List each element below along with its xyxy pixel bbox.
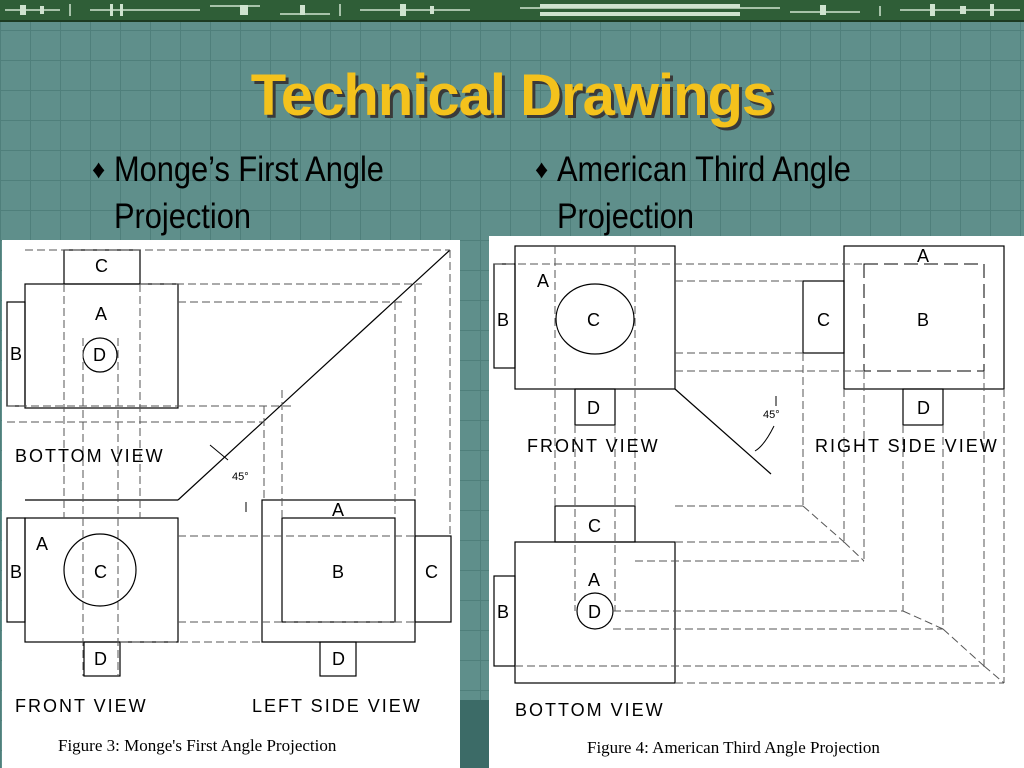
third-angle-drawing [489,236,1024,768]
label-b-front: B [10,562,23,582]
label-c-front: C [587,310,600,330]
bullet-line-1: Monge’s First Angle [114,150,384,189]
label-angle: 45° [232,471,249,483]
label-angle: 45° [763,409,780,421]
label-d-bottom: D [588,602,601,622]
label-c-side: C [817,310,830,330]
label-b-side: B [917,310,930,330]
circuit-board-banner [0,0,1024,22]
label-a-front: A [537,271,550,291]
bullet-line-1: American Third Angle [557,150,851,189]
label-a-front: A [36,534,49,554]
label-a-bottom: A [588,570,601,590]
label-left-side-view: LEFT SIDE VIEW [252,696,422,716]
label-b-side: B [332,562,345,582]
label-d-side: D [332,649,345,669]
bullet-third-angle [535,146,891,240]
diamond-bullet-icon: ♦ [535,154,549,184]
figure-4-caption: Figure 4: American Third Angle Projection [587,738,880,757]
label-c-side: C [425,562,438,582]
label-a-side: A [332,500,345,520]
first-angle-drawing [2,240,460,768]
label-b-bottom: B [497,602,510,622]
slide-title: Technical Drawings [250,63,774,128]
label-c-top: C [95,256,108,276]
label-d-front: D [94,649,107,669]
label-d-top: D [93,345,106,365]
label-a-side: A [917,246,930,266]
label-d-side: D [917,398,930,418]
label-b-front: B [497,310,510,330]
label-right-side-view: RIGHT SIDE VIEW [815,436,999,456]
label-b-top: B [10,344,23,364]
label-front-view: FRONT VIEW [527,436,660,456]
label-bottom-view: BOTTOM VIEW [515,700,665,720]
diamond-bullet-icon: ♦ [92,154,106,184]
bullet-first-angle [92,146,421,240]
label-bottom-view: BOTTOM VIEW [15,446,165,466]
label-c-bottom: C [588,516,601,536]
figure-3-caption: Figure 3: Monge's First Angle Projection [58,736,337,755]
label-a-top: A [95,304,108,324]
background-stripe [460,700,489,768]
bullet-line-2: Projection [114,197,251,236]
label-front-view: FRONT VIEW [15,696,148,716]
figure-first-angle-projection [2,240,460,768]
figure-third-angle-projection [489,236,1024,768]
bullet-line-2: Projection [557,197,694,236]
circuit-pattern-icon [0,0,1024,20]
label-d-front: D [587,398,600,418]
label-c-front: C [94,562,107,582]
